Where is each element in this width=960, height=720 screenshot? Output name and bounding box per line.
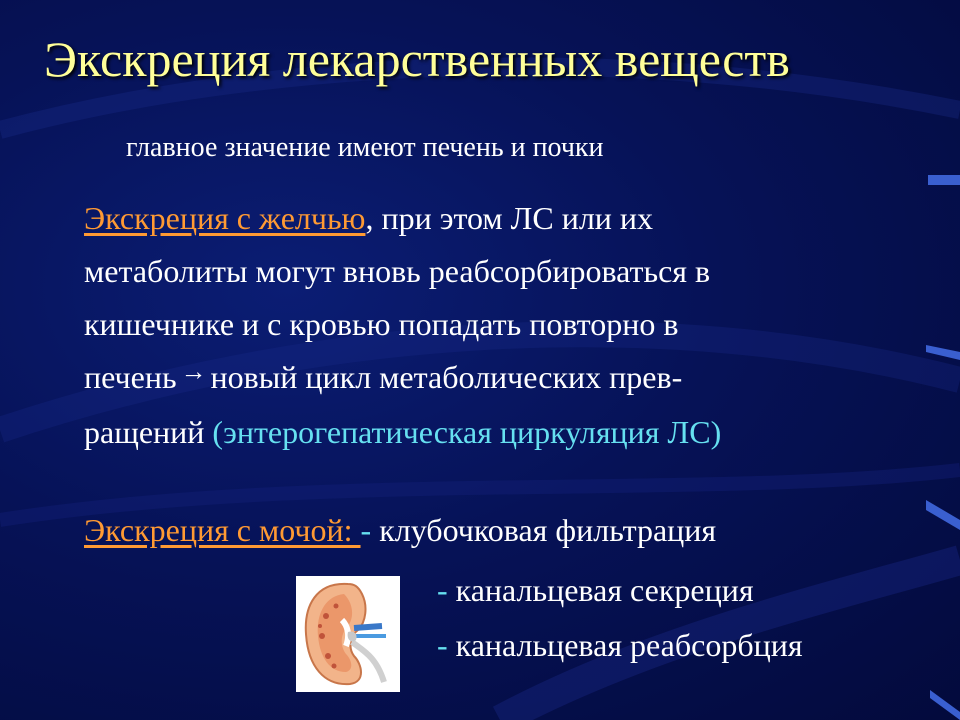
bile-line3: кишечнике и с кровью попадать повторно в xyxy=(84,306,679,342)
bile-line4-start: печень xyxy=(84,359,177,395)
bile-line4-end: новый цикл метаболических прев- xyxy=(210,359,683,395)
urine-item-secretion: канальцевая секреция xyxy=(447,572,754,608)
bile-line2: метаболиты могут вновь реабсорбироваться в xyxy=(84,253,711,289)
arrow-icon: → xyxy=(180,357,207,386)
slide-subtitle: главное значение имеют печень и почки xyxy=(126,132,604,163)
urine-item-reabsorption-line xyxy=(437,627,803,664)
urine-excretion-line xyxy=(84,512,716,549)
urine-item-secretion-line xyxy=(437,572,754,609)
bile-line1-rest: , при этом ЛС или их xyxy=(365,200,654,236)
bile-excretion-paragraph xyxy=(84,192,884,459)
bile-excretion-link[interactable]: Экскреция с желчью xyxy=(84,200,366,236)
urine-item-reabsorption: канальцевая реабсорбция xyxy=(447,627,803,663)
urine-item-filtration: клубочковая фильтрация xyxy=(371,512,717,548)
kidney-illustration xyxy=(296,576,400,692)
dash-marker: - xyxy=(360,512,372,548)
urine-excretion-link[interactable]: Экскреция с мочой: xyxy=(84,512,361,548)
dash-marker: - xyxy=(437,572,448,608)
enterohepatic-circulation-text: (энтерогепатическая циркуляция ЛС) xyxy=(212,414,722,450)
dash-marker: - xyxy=(437,627,448,663)
bile-line5-start: ращений xyxy=(84,414,213,450)
slide-title: Экскреция лекарственных веществ xyxy=(44,31,790,87)
